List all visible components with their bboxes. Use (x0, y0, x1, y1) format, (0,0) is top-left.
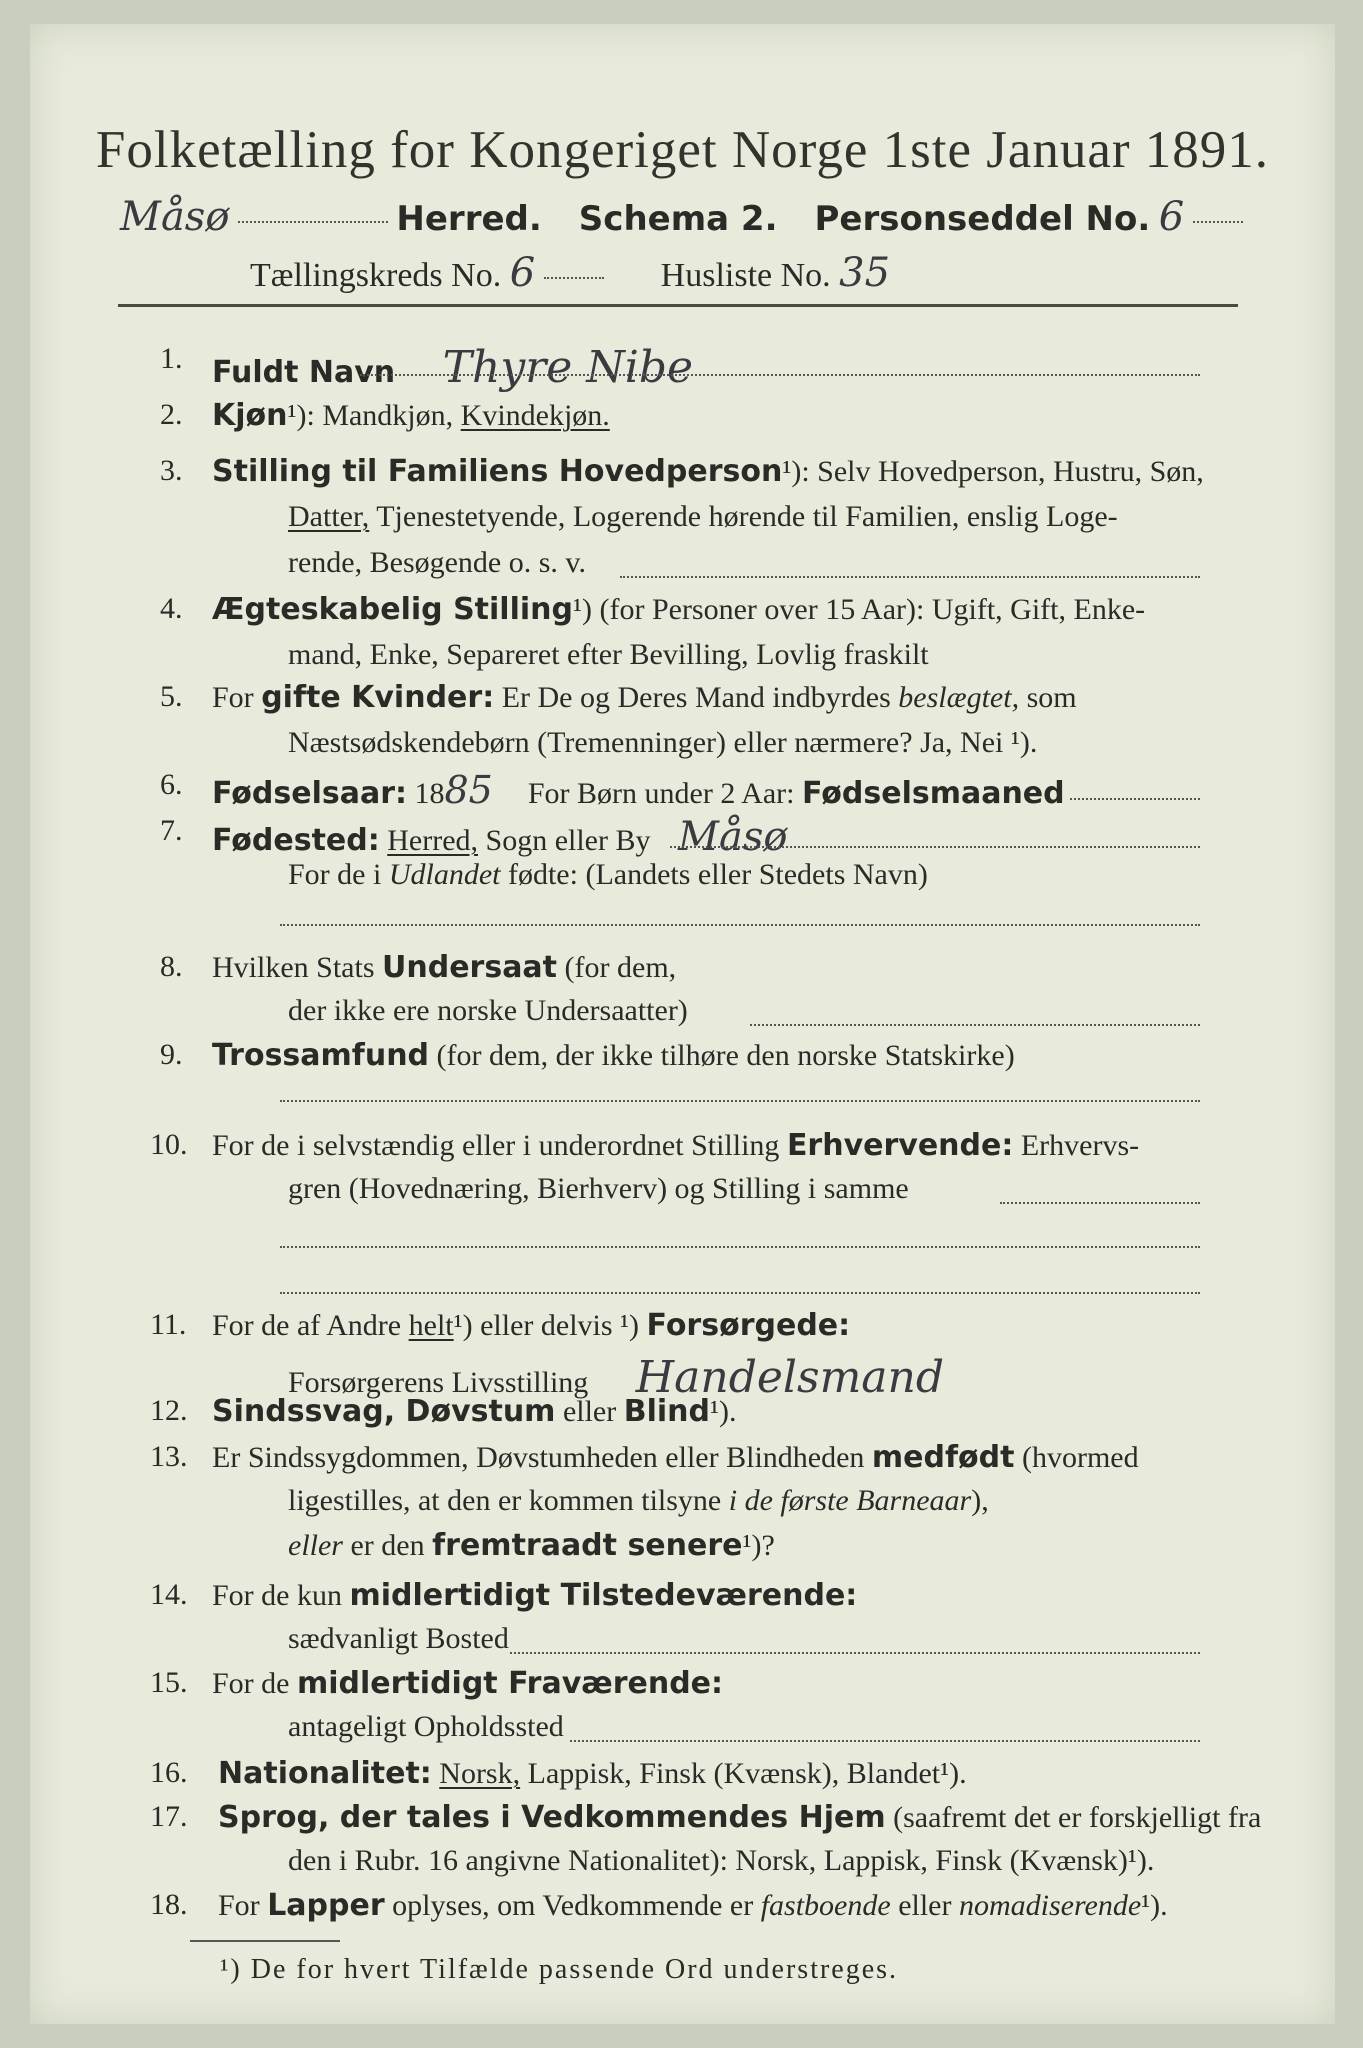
supported-pre: For de af Andre (212, 1309, 402, 1342)
sex-label: Kjøn (212, 398, 288, 433)
item-family-position (212, 454, 1204, 489)
item-temporary-absent (212, 1666, 723, 1701)
header-rule (118, 304, 1238, 307)
birthplace-text: Sogn eller By (485, 824, 651, 857)
item-marital-status (212, 592, 1145, 627)
sex-options-text: ¹): Mandkjøn, (287, 399, 454, 432)
full-name-dots (360, 374, 1200, 376)
item-number: 6. (160, 768, 183, 801)
item-language (218, 1800, 1261, 1835)
item-number: 14. (150, 1578, 188, 1611)
family-position-label: Stilling til Familiens Hovedperson (212, 454, 783, 489)
lapps-text: oplyses, om Vedkommende er (392, 1889, 754, 1922)
family-position-dots (620, 576, 1200, 578)
usual-residence-label: sædvanligt Bosted (288, 1622, 509, 1655)
birth-year-label: Fødselsaar: (212, 776, 407, 811)
married-women-text2: Næstsødskendebørn (Tremenninger) eller nærmere? Ja, Nei ¹). (288, 726, 1038, 759)
supported-label: Forsørgede: (646, 1308, 851, 1343)
item-family-position-line3 (288, 546, 586, 580)
personseddel-label: Personseddel No. (814, 199, 1151, 239)
birth-month-dots (1070, 798, 1200, 800)
item-full-name (212, 342, 693, 393)
temp-present-pre: For de kun (212, 1579, 342, 1612)
married-women-italic: beslægtet, (898, 681, 1020, 714)
religion-dots (280, 1100, 1200, 1102)
kreds-dots (544, 277, 604, 279)
supported-selected: helt (408, 1309, 454, 1342)
religion-label: Trossamfund (212, 1038, 430, 1073)
family-position-text3: rende, Besøgende o. s. v. (288, 546, 586, 579)
occupation-dots1 (1000, 1202, 1200, 1204)
personseddel-value: 6 (1158, 194, 1185, 240)
birthplace-abroad-text: fødte: (Landets eller Stedets Navn) (507, 858, 928, 891)
congenital-text2: ligestilles, at den er kommen tilsyne (288, 1484, 722, 1517)
taellingskreds-label: Tællingskreds No. (250, 257, 502, 294)
lapps-text-b: eller (898, 1889, 952, 1922)
married-women-label: gifte Kvinder: (261, 680, 495, 715)
item-lapps (218, 1888, 1168, 1923)
full-name-label: Fuldt Navn (212, 355, 396, 390)
disability-label2: Blind (623, 1394, 710, 1429)
nationality-text: Lappisk, Finsk (Kvænsk), Blandet¹). (527, 1757, 967, 1790)
taellingskreds-value: 6 (509, 250, 536, 296)
place-handwritten: Måsø (120, 194, 230, 240)
birthplace-answer: Måsø (678, 814, 788, 860)
footnote: ¹) De for hvert Tilfælde passende Ord understreges. (220, 1954, 899, 1985)
congenital-text: Er Sindssygdommen, Døvstumheden eller Blindheden (212, 1441, 865, 1474)
birthplace-abroad-dots (280, 924, 1200, 926)
item-number: 11. (150, 1308, 187, 1341)
birth-year-value: 85 (444, 768, 493, 812)
birthplace-abroad-italic: Udlandet (388, 858, 501, 891)
item-language-line2 (288, 1844, 1154, 1878)
marital-status-label: Ægteskabelig Stilling (212, 592, 573, 627)
lapps-italic: fastboende (760, 1889, 891, 1922)
item-birth-year (212, 768, 1065, 812)
disability-label: Sindssvag, Døvstum (212, 1394, 556, 1429)
header-kreds-row (250, 250, 890, 296)
item-number: 5. (160, 680, 183, 713)
full-name-answer: Thyre Nibe (442, 342, 694, 393)
congenital-text2b: ), (971, 1484, 989, 1517)
item-nationality-state-line2 (288, 994, 688, 1028)
item-number: 3. (160, 454, 183, 487)
occupation-label: Erhvervende: (786, 1128, 1014, 1163)
item-temporary-absent-line2 (288, 1710, 564, 1744)
item-temporary-present (212, 1578, 857, 1613)
supported-mid: ¹) eller delvis ¹) (453, 1309, 640, 1342)
congenital-label: medfødt (871, 1440, 1015, 1475)
item-number: 18. (150, 1888, 188, 1921)
temp-present-label: midlertidigt Tilstedeværende: (349, 1578, 858, 1613)
provider-answer: Handelsmand (635, 1352, 945, 1403)
husliste-label: Husliste No. (660, 257, 831, 294)
family-position-selected: Datter, (288, 500, 370, 533)
item-married-women (212, 680, 1077, 715)
item-number: 17. (150, 1800, 188, 1833)
family-position-text2: Tjenestetyende, Logerende hørende til Familien, enslig Loge- (376, 500, 1118, 533)
later-onset-label: fremtraadt senere (432, 1528, 743, 1563)
disability-post: ¹). (710, 1395, 737, 1428)
congenital-text3b: ¹)? (742, 1529, 775, 1562)
item-nationality (218, 1756, 967, 1791)
birth-month-label: Fødselsmaaned (802, 776, 1065, 811)
probable-residence-label: antageligt Opholdssted (288, 1710, 564, 1743)
item-occupation-line2 (288, 1172, 909, 1206)
language-label: Sprog, der tales i Vedkommendes Hjem (218, 1800, 886, 1835)
item-number: 16. (150, 1756, 188, 1789)
marital-status-text: ¹) (for Personer over 15 Aar): Ugift, Gift, Enke- (572, 593, 1146, 626)
birth-month-text: For Børn under 2 Aar: (527, 777, 795, 810)
item-nationality-state (212, 950, 676, 985)
marital-status-text2: mand, Enke, Separeret efter Bevilling, Lovlig fraskilt (288, 638, 929, 671)
provider-label: Forsørgerens Livsstilling (288, 1366, 589, 1399)
birthplace-dots (670, 846, 1200, 848)
disability-mid: eller (562, 1395, 617, 1428)
nationality-label: Nationalitet: (218, 1756, 432, 1791)
subject-text: (for dem, (564, 951, 677, 984)
lapps-italic2: nomadiserende (958, 1889, 1142, 1922)
occupation-dots3 (280, 1292, 1200, 1294)
item-family-position-line2 (288, 500, 1118, 534)
item-number: 7. (160, 814, 183, 847)
husliste-value: 35 (839, 250, 891, 296)
item-birthplace-line2 (288, 858, 928, 892)
family-position-text: ¹): Selv Hovedperson, Hustru, Søn, (782, 455, 1204, 488)
usual-residence-dots (510, 1652, 1200, 1654)
married-women-text-b: som (1026, 681, 1077, 714)
congenital-italic2: eller (288, 1529, 343, 1562)
subject-text2: der ikke ere norske Undersaatter) (288, 994, 688, 1027)
item-number: 1. (160, 342, 183, 375)
item-number: 10. (150, 1128, 188, 1161)
occupation-text2: gren (Hovednæring, Bierhverv) og Stilling i samme (288, 1172, 909, 1205)
lapps-text-c: ¹). (1141, 1889, 1168, 1922)
language-text2: den i Rubr. 16 angivne Nationalitet): Norsk, Lappisk, Finsk (Kvænsk)¹). (288, 1844, 1155, 1877)
item-number: 8. (160, 950, 183, 983)
occupation-dots2 (280, 1246, 1200, 1248)
place-dotted-line (238, 221, 388, 223)
probable-residence-dots (570, 1740, 1200, 1742)
form-title: Folketælling for Kongeriget Norge 1ste Januar 1891. (95, 121, 1270, 179)
item-birthplace (212, 814, 787, 860)
item-number: 4. (160, 592, 183, 625)
item-number: 2. (160, 398, 183, 431)
footnote-rule (190, 1940, 340, 1942)
birthplace-abroad-pre: For de i (288, 858, 382, 891)
language-text: (saafremt det er forskjelligt fra (893, 1801, 1262, 1834)
personseddel-dots (1193, 221, 1243, 223)
birth-year-prefix: 18 (414, 777, 445, 810)
congenital-text-b: (hvormed (1021, 1441, 1139, 1474)
item-number: 13. (150, 1440, 188, 1473)
subject-label: Undersaat (382, 950, 558, 985)
item-supported (212, 1308, 850, 1343)
header-place-row (120, 194, 1243, 240)
schema-label: Schema 2. (578, 199, 778, 239)
item-occupation (212, 1128, 1139, 1163)
religion-text: (for dem, der ikke tilhøre den norske Statskirke) (436, 1039, 1015, 1072)
married-women-pre: For (212, 681, 254, 714)
birthplace-selected: Herred, (387, 824, 479, 857)
item-number: 15. (150, 1666, 188, 1699)
item-congenital-line2 (288, 1484, 989, 1518)
occupation-pre: For de i selvstændig eller i underordnet Stilling (212, 1129, 780, 1162)
item-congenital (212, 1440, 1139, 1475)
item-disability (212, 1394, 736, 1429)
lapps-pre: For (218, 1889, 260, 1922)
item-married-women-line2 (288, 726, 1037, 760)
item-marital-status-line2 (288, 638, 929, 672)
temp-absent-label: midlertidigt Fraværende: (297, 1666, 724, 1701)
congenital-italic: i de første Barneaar (728, 1484, 972, 1517)
occupation-text-b: Erhvervs- (1020, 1129, 1140, 1162)
congenital-text3: er den (350, 1529, 425, 1562)
census-form-sheet (30, 24, 1335, 2024)
item-sex (212, 398, 610, 433)
subject-dots (750, 1024, 1200, 1026)
married-women-text: Er De og Deres Mand indbyrdes (501, 681, 891, 714)
herred-label: Herred. (396, 199, 542, 239)
birthplace-label: Fødested: (212, 823, 380, 858)
lapps-label: Lapper (267, 1888, 385, 1923)
temp-absent-pre: For de (212, 1667, 290, 1700)
nationality-selected: Norsk, (439, 1757, 521, 1790)
sex-selected-option: Kvindekjøn. (460, 399, 610, 432)
item-number: 12. (150, 1394, 188, 1427)
item-congenital-line3 (288, 1528, 775, 1563)
item-temporary-present-line2 (288, 1622, 509, 1656)
subject-pre: Hvilken Stats (212, 951, 375, 984)
item-religion (212, 1038, 1015, 1073)
item-number: 9. (160, 1038, 183, 1071)
